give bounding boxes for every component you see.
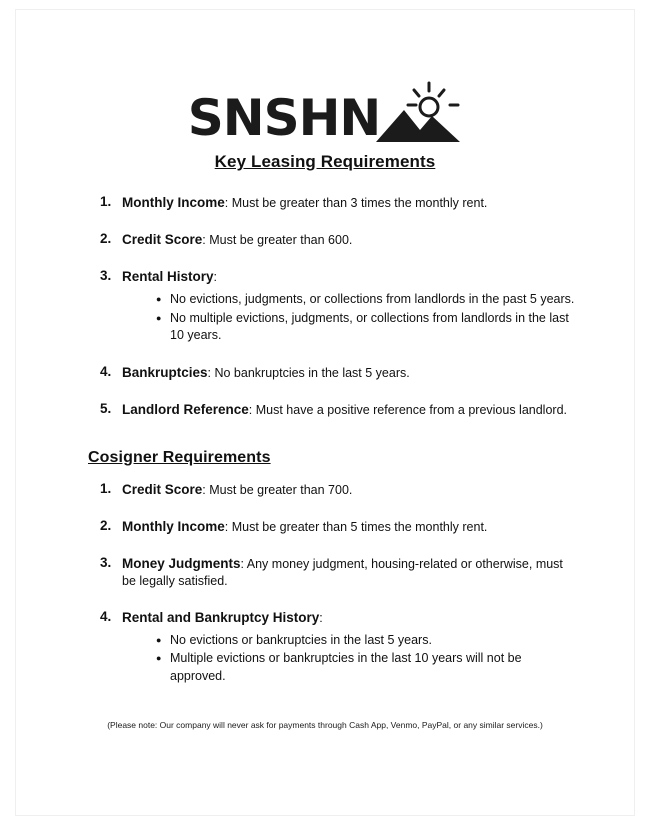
item-text: : Any money judgment, housing-related or otherwise, must be legally satisfied. — [122, 556, 563, 588]
list-item — [100, 609, 576, 686]
list-item — [100, 231, 576, 249]
item-number: 2. — [100, 517, 112, 533]
item-number: 4. — [100, 608, 112, 624]
item-label: Money Judgments — [122, 555, 241, 571]
sub-list-item: ● No multiple evictions, judgments, or collections from landlords in the last 10 years. — [156, 310, 576, 345]
item-text: : Must have a positive reference from a previous landlord. — [248, 402, 567, 417]
item-label: Rental History — [122, 269, 214, 284]
item-text: : Must be greater than 3 times the monthly rent. — [224, 196, 488, 210]
item-text: : Must be greater than 600. — [202, 233, 353, 247]
item-number: 3. — [100, 554, 112, 570]
logo-wordmark: SNSHN — [187, 89, 381, 147]
page-title: Key Leasing Requirements — [214, 152, 436, 171]
section-title-cosigner: Cosigner Requirements — [88, 448, 271, 466]
item-number: 1. — [100, 194, 112, 209]
list-item — [100, 364, 576, 382]
item-label: Credit Score — [122, 481, 203, 497]
item-text: : — [319, 610, 323, 625]
list-item — [100, 194, 576, 212]
item-text: : — [213, 270, 218, 284]
sub-list — [122, 632, 576, 686]
sub-list-item: ● No evictions, judgments, or collections from landlords in the past 5 years. — [156, 291, 576, 309]
item-label: Credit Score — [122, 232, 203, 247]
item-label: Rental and Bankruptcy History — [122, 609, 320, 625]
item-number: 2. — [100, 231, 112, 246]
item-number: 4. — [100, 363, 112, 379]
document-sheet — [16, 10, 634, 815]
item-label: Bankruptcies — [122, 364, 208, 380]
item-label: Landlord Reference — [122, 401, 249, 417]
item-text: : Must be greater than 700. — [202, 482, 353, 497]
key-leasing-requirements-list — [74, 194, 576, 419]
item-text: : Must be greater than 5 times the monthly rent. — [224, 519, 488, 534]
item-text: : No bankruptcies in the last 5 years. — [207, 365, 410, 380]
list-item — [100, 518, 576, 536]
list-item — [100, 268, 576, 345]
item-number: 3. — [100, 268, 112, 283]
list-item — [100, 481, 576, 499]
sub-list — [122, 291, 576, 345]
cosigner-requirements-list — [74, 481, 576, 686]
footnote: (Please note: Our company will never ask for payments through Cash App, Venmo, PayPal, or any similar services.) — [107, 720, 543, 730]
sun-over-mountains-icon — [374, 80, 462, 146]
logo — [74, 72, 576, 147]
item-label: Monthly Income — [122, 518, 225, 534]
item-label: Monthly Income — [122, 195, 225, 210]
list-item — [100, 401, 576, 419]
sub-list-item: ● Multiple evictions or bankruptcies in the last 10 years will not be approved. — [156, 650, 576, 685]
item-number: 1. — [100, 480, 112, 496]
item-number: 5. — [100, 400, 112, 416]
list-item — [100, 555, 576, 590]
sub-list-item: ● No evictions or bankruptcies in the last 5 years. — [156, 632, 576, 650]
